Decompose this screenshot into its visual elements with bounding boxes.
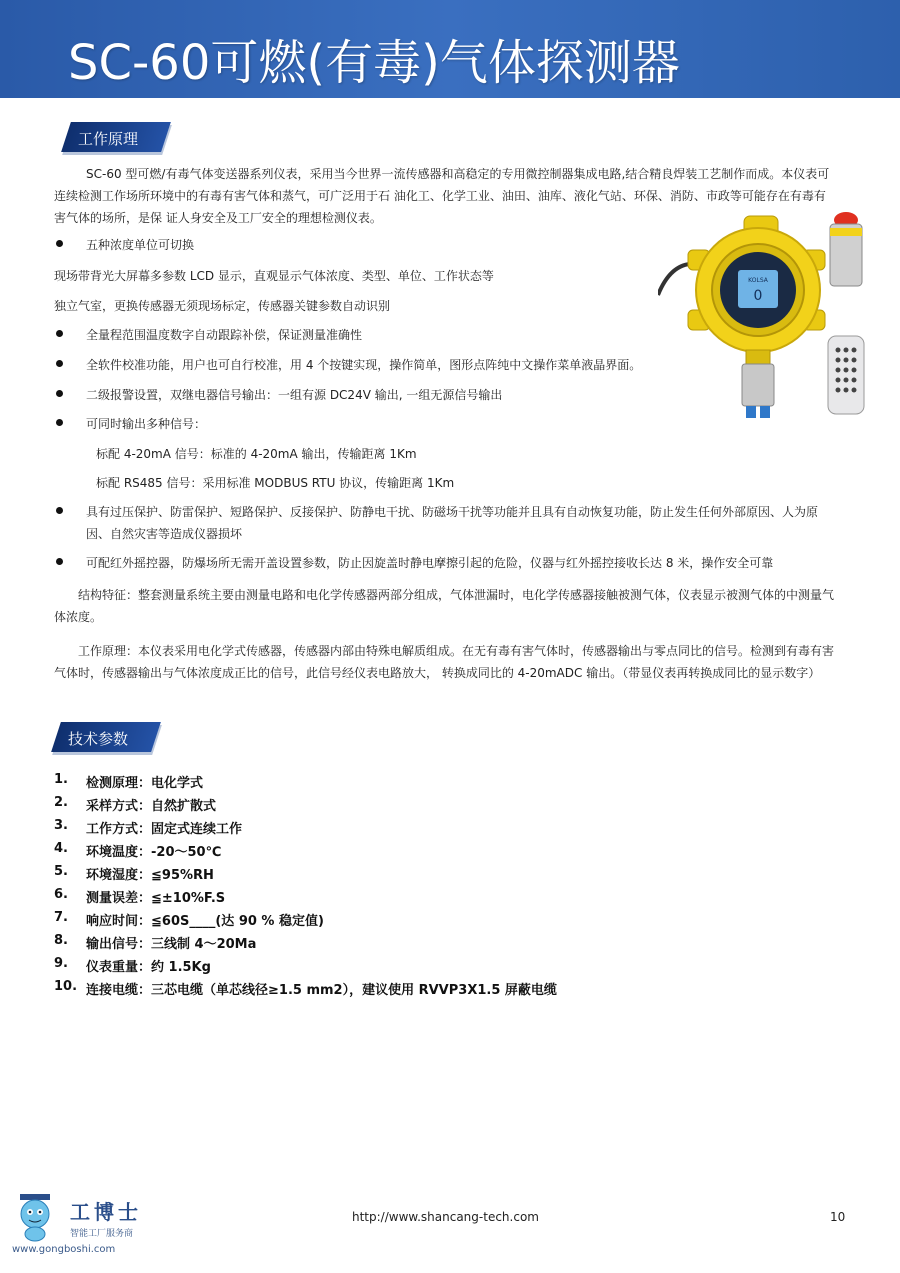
display-reading: 0 [753,288,763,304]
section-label: 工作原理 [78,130,139,148]
feature-item: 可同时输出多种信号： [86,417,207,431]
structure-line: 体浓度。 [54,610,103,624]
principle-line: 气体时，传感器输出与气体浓度成正比的信号，此信号经仪表电路放大， 转换成同比的 4-20mADC 输出。（带显仪表再转换成同比的显示数字） [54,666,821,680]
display-label: KOLSA [748,277,768,284]
bullet-dot [56,507,63,514]
feature-item: 可配红外摇控器，防爆场所无需开盖设置参数，防止因旋盖时静电摩擦引起的危险，仪器与红外摇控接收长达 8 米，操作安全可靠 [86,556,774,570]
header-banner [0,0,900,98]
product-image [658,210,870,428]
bullet-dot [56,558,63,565]
intro-line: 害气体的场所，是保 证人身安全及工厂安全的理想检测仪表。 [54,211,382,225]
footer-url[interactable]: http://www.shancang-tech.com [352,1210,539,1224]
gas-detector-illustration [658,210,870,428]
company-logo [8,1192,168,1262]
feature-item: 因、自然灾害等造成仪器损坏 [86,527,243,541]
feature-item: 二级报警设置，双继电器信号输出：一组有源 DC24V 输出, 一组无源信号输出 [86,388,503,402]
section-tag-principle [66,122,166,154]
logo-url[interactable]: www.gongboshi.com [12,1244,116,1255]
feature-item: 现场带背光大屏幕多参数 LCD 显示，直观显示气体浓度、类型、单位、工作状态等 [54,269,494,283]
bullet-dot [56,360,63,367]
feature-subitem: 标配 4-20mA 信号：标准的 4-20mA 输出，传输距离 1Km [96,447,417,461]
bullet-dot [56,330,63,337]
page-number: 10 [830,1210,846,1224]
logo-name: 工博士 [70,1200,142,1224]
feature-item: 具有过压保护、防雷保护、短路保护、反接保护、防静电干扰、防磁场干扰等功能并且具有自动恢复功能，防止发生任何外部原因、人为原 [86,505,819,519]
section-tag-specs [56,722,156,754]
feature-subitem: 标配 RS485 信号：采用标准 MODBUS RTU 协议，传输距离 1Km [96,476,455,490]
bullet-dot [56,419,63,426]
bullet-dot [56,240,63,247]
bullet-dot [56,390,63,397]
structure-line: 结构特征：整套测量系统主要由测量电路和电化学传感器两部分组成，气体泄漏时，电化学传感器接触被测气体，仪表显示被测气体的中测量气 [78,588,835,602]
logo-subtitle: 智能工厂服务商 [70,1229,134,1239]
intro-line: SC-60 型可燃/有毒气体变送器系列仪表，采用当今世界一流传感器和高稳定的专用微控制器集成电路,结合精良焊装工艺制作而成。本仪表可 [86,167,830,181]
page-title: SC-60可燃(有毒)气体探测器 [68,35,680,91]
feature-item: 全量程范围温度数字自动跟踪补偿，保证测量准确性 [86,328,363,342]
principle-line: 工作原理：本仪表采用电化学式传感器，传感器内部由特殊电解质组成。在无有毒有害气体时，传感器输出与零点同比的信号。检测到有毒有害 [78,644,835,658]
robot-mascot-icon [10,1192,66,1242]
feature-item: 全软件校准功能，用户也可自行校准，用 4 个按键实现，操作简单，图形点阵纯中文操作菜单液晶界面。 [86,358,642,372]
intro-line: 连续检测工作场所环境中的有毒有害气体和蒸气，可广泛用于石 油化工、化学工业、油田、油库、液化气站、环保、消防、市政等可能存在有毒有 [54,189,826,203]
feature-item: 五种浓度单位可切换 [86,238,195,252]
section-label: 技术参数 [68,730,129,748]
feature-item: 独立气室，更换传感器无须现场标定，传感器关键参数自动识别 [54,299,391,313]
